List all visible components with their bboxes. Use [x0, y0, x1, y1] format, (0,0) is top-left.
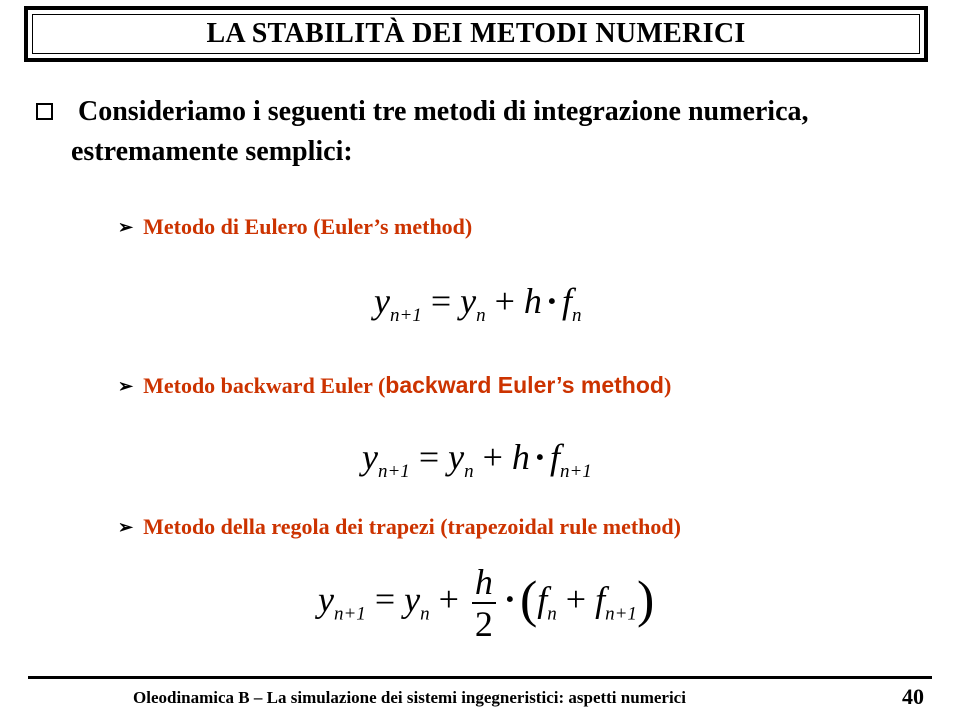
page-title: LA STABILITÀ DEI METODI NUMERICI [206, 18, 746, 49]
fraction-denominator: 2 [474, 604, 493, 644]
title-frame-inner [32, 14, 920, 54]
method-3-text: Metodo della regola dei trapezi (trapezoidal rule method) [143, 514, 681, 539]
arrow-bullet-icon: ➢ [118, 517, 134, 537]
method-2-text-a: Metodo backward Euler ( [143, 373, 386, 398]
formula-subscript: n [464, 461, 474, 482]
arrow-bullet-icon: ➢ [118, 376, 134, 396]
formula-term: y [318, 579, 334, 620]
dot-operator: · [545, 281, 558, 321]
formula-subscript: n+1 [559, 461, 592, 482]
intro-text [36, 92, 936, 172]
method-2-text-b: backward Euler’s method [385, 372, 664, 398]
plus-sign: + [438, 579, 459, 620]
equals-sign: = [374, 579, 396, 620]
formula-term: y [448, 437, 465, 477]
method-2-label [118, 372, 671, 399]
formula-term: y [404, 579, 421, 620]
dot-operator: · [533, 437, 546, 477]
footer-divider [28, 676, 932, 679]
formula-trapezoidal [318, 562, 654, 644]
method-2-text-c: ) [663, 373, 672, 398]
method-3-label [118, 514, 681, 540]
method-1-text: Metodo di Eulero (Euler’s method) [143, 214, 473, 239]
formula-term: f [595, 579, 606, 620]
formula-term: f [537, 579, 548, 620]
plus-sign: + [565, 579, 587, 620]
formula-term: y [460, 281, 477, 321]
formula-subscript: n [476, 305, 486, 326]
footer-text: Oleodinamica B – La simulazione dei sistemi ingegneristici: aspetti numerici [133, 688, 686, 707]
title-frame [24, 6, 928, 62]
formula-term: h [523, 281, 542, 321]
formula-subscript: n [571, 305, 582, 326]
page-number: 40 [902, 684, 924, 709]
formula-subscript: n [420, 603, 430, 625]
formula-term: f [561, 281, 572, 321]
fraction [472, 562, 496, 644]
formula-subscript: n+1 [605, 603, 637, 625]
formula-subscript: n [547, 603, 557, 625]
checkbox-bullet-icon [36, 103, 53, 120]
fraction-numerator: h [472, 562, 496, 604]
plus-sign: + [494, 281, 515, 321]
formula-term: f [549, 437, 560, 477]
formula-term: h [511, 437, 530, 477]
arrow-bullet-icon: ➢ [118, 217, 134, 237]
dot-operator: · [503, 579, 516, 620]
formula-term: y [374, 281, 390, 321]
intro-line-1: Consideriamo i seguenti tre metodi di integrazione numerica, [78, 96, 809, 127]
close-paren: ) [636, 571, 655, 629]
formula-term: y [362, 437, 378, 477]
plus-sign: + [482, 437, 503, 477]
method-1-label [118, 214, 472, 240]
formula-subscript: n+1 [389, 305, 422, 326]
formula-backward-euler [362, 436, 592, 483]
intro-paragraph [36, 92, 936, 172]
equals-sign: = [418, 437, 440, 477]
formula-euler [374, 280, 581, 327]
formula-subscript: n+1 [377, 461, 410, 482]
open-paren: ( [519, 571, 538, 629]
equals-sign: = [430, 281, 452, 321]
intro-line-2: estremamente semplici: [71, 136, 353, 167]
formula-subscript: n+1 [333, 603, 366, 625]
